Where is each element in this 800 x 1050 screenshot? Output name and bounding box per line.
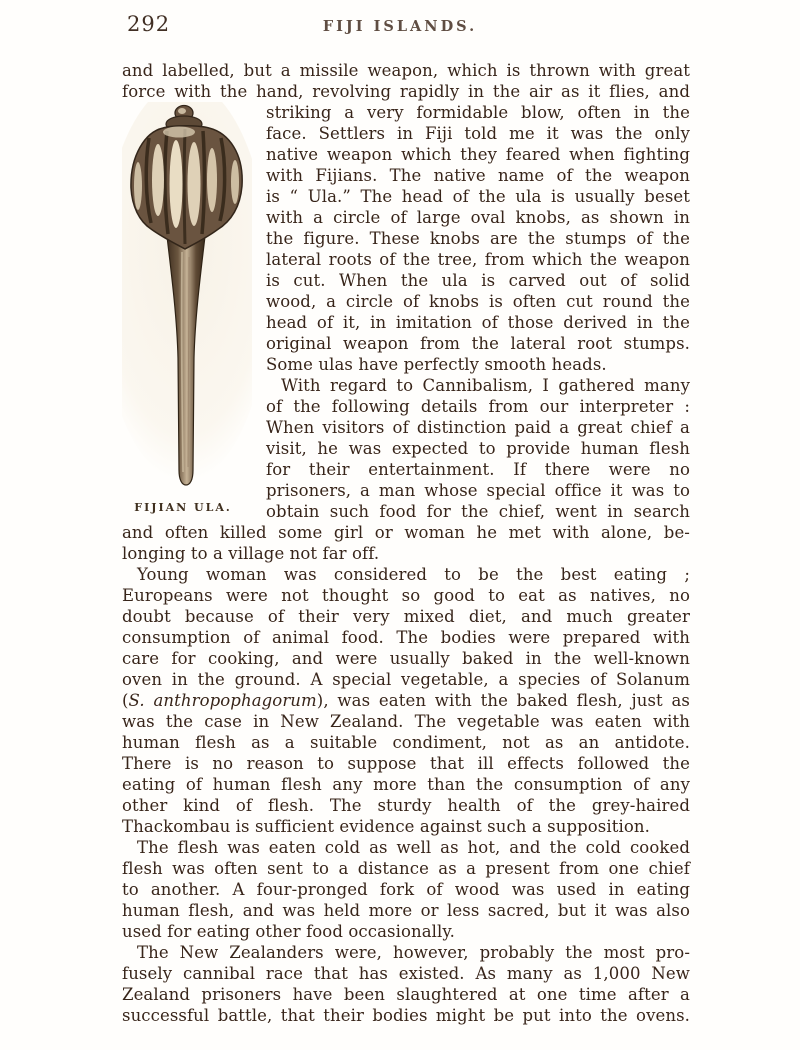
text-line: doubt because of their very mixed diet, and much greater (122, 607, 690, 626)
text-line: is “ Ula.” The head of the ula is usually beset (266, 187, 690, 206)
text-line: longing to a village not far off. (122, 544, 380, 563)
text-line: With regard to Cannibalism, I gathered many (281, 376, 690, 395)
text-line: human flesh, and was held more or less sacred, but it was also (122, 901, 690, 920)
text-line: force with the hand, revolving rapidly in the air as it flies, and (122, 82, 690, 101)
text-line: fusely cannibal race that has existed. As many as 1,000 New (122, 964, 690, 983)
text-line: head of it, in imitation of those derived in the (266, 313, 690, 332)
text-line: with a circle of large oval knobs, as shown in (266, 208, 690, 227)
text-line: other kind of flesh. The sturdy health of the grey-haired (122, 796, 690, 815)
text-line: visit, he was expected to provide human flesh (266, 439, 690, 458)
text-line: consumption of animal food. The bodies were prepared with (122, 628, 690, 647)
text-line: used for eating other food occasionally. (122, 922, 455, 941)
text-line: striking a very formidable blow, often in the (266, 103, 690, 122)
fijian-ula-figure (122, 102, 252, 518)
text-line: wood, a circle of knobs is often cut round the (266, 292, 690, 311)
text-line: to another. A four-pronged fork of wood was used in eating (122, 880, 690, 899)
text-line: The flesh was eaten cold as well as hot, and the cold cooked (137, 838, 690, 857)
text-line: lateral roots of the tree, from which the weapon (266, 250, 690, 269)
text-line: the figure. These knobs are the stumps of the (266, 229, 690, 248)
text-line: obtain such food for the chief, went in search (266, 502, 690, 521)
text-line: The New Zealanders were, however, probably the most pro- (137, 943, 690, 962)
text-line: and often killed some girl or woman he met with alone, be- (122, 523, 690, 542)
text-line: eating of human flesh any more than the consumption of any (122, 775, 690, 794)
text-line: (S. anthropophagorum), was eaten with the baked flesh, just as (122, 691, 691, 710)
text-line: Some ulas have perfectly smooth heads. (266, 355, 607, 374)
text-line: native weapon which they feared when fighting (266, 145, 690, 164)
text-line: oven in the ground. A special vegetable, a species of Solanum (122, 670, 690, 689)
text-line: Zealand prisoners have been slaughtered at one time after a (122, 985, 690, 1004)
text-line: Young woman was considered to be the best eating ; (137, 565, 690, 584)
text-line: prisoners, a man whose special office it was to (266, 481, 690, 500)
page-number: 292 (127, 12, 171, 36)
figure-caption: FIJIAN ULA. (134, 501, 232, 514)
text-line: care for cooking, and were usually baked in the well-known (122, 649, 690, 668)
text-line: There is no reason to suppose that ill effects followed the (122, 754, 690, 773)
text-line: of the following details from our interpreter : (266, 397, 690, 416)
text-line: original weapon from the lateral root stumps. (266, 334, 690, 353)
ula-club-illustration (122, 102, 252, 494)
text-line: Europeans were not thought so good to eat as natives, no (122, 586, 690, 605)
running-title: FIJI ISLANDS. (322, 18, 478, 35)
text-line: flesh was often sent to a distance as a present from one chief (122, 859, 690, 878)
intro-lines (122, 60, 690, 102)
text-line: and labelled, but a missile weapon, which is thrown with great (122, 61, 690, 80)
text-line: human flesh as a suitable condiment, not as an antidote. (122, 733, 690, 752)
text-line: When visitors of distinction paid a great chief a (266, 418, 690, 437)
text-line: successful battle, that their bodies might be put into the ovens. (122, 1006, 690, 1025)
text-line: for their entertainment. If there were no (266, 460, 690, 479)
text-line: is cut. When the ula is carved out of solid (266, 271, 690, 290)
text-line: with Fijians. The native name of the weapon (266, 166, 690, 185)
text-line: Thackombau is sufficient evidence against such a supposition. (122, 817, 650, 836)
text-line: was the case in New Zealand. The vegetable was eaten with (122, 712, 690, 731)
page-body (122, 60, 690, 1026)
text-line: face. Settlers in Fiji told me it was the only (266, 124, 690, 143)
